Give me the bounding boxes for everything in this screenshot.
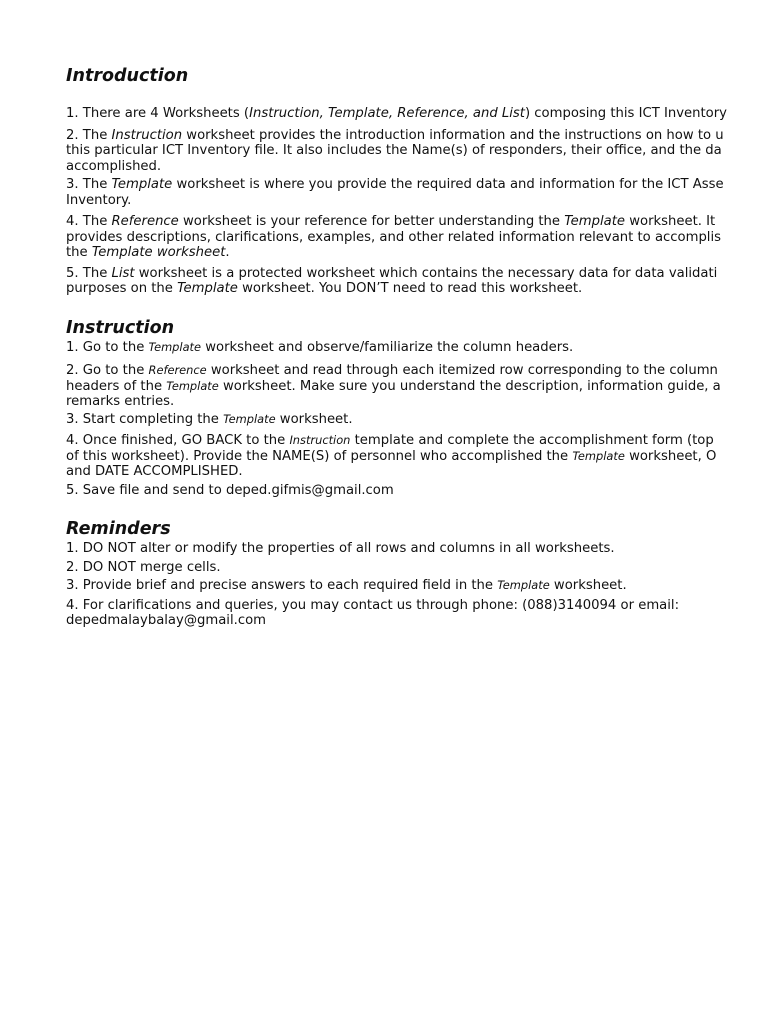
instr-4-text-c: template and complete the accomplishment form (top [350,433,714,448]
instr-2-text-g: remarks entries. [66,394,175,409]
reminders-heading: Reminders [66,519,171,539]
document-content [66,66,768,629]
intro-4-text-g: the [66,245,92,260]
intro-2-text-c: worksheet provides the introduction information and the instructions on how to u [182,127,724,143]
rem-1-text-a: 1. DO NOT alter or modify the properties of all rows and columns in all worksheets. [66,541,615,556]
intro-2-text-e: accomplished. [66,158,162,174]
intro-4-template-worksheet: Template worksheet [91,245,226,260]
instr-2-text-d: headers of the [66,378,167,394]
instr-2-text-f: worksheet. Make sure you understand the description, information guide, a [218,378,721,394]
intro-5-list-name: List [111,265,135,281]
introduction-heading: Introduction [66,66,189,86]
intro-4-text-c: worksheet is your reference for better understanding the [178,214,565,229]
instr-3-text-c: worksheet. [275,411,353,427]
instr-3-text-a: 3. Start completing the [66,411,224,427]
intro-5-text-a: 5. The [66,265,112,281]
instr-4-template-name: Template [572,448,625,463]
introduction-item-1 [66,106,768,122]
instr-3-template-name: Template [223,411,276,426]
intro-5-text-f: worksheet. You DON’T need to read this worksheet. [237,281,583,296]
instr-2-text-a: 2. Go to the [66,363,149,378]
introduction-item-4 [66,214,768,261]
instr-5-text-a: 5. Save file and send to deped.gifmis@gmail.com [66,482,394,498]
instr-4-text-f: worksheet, O [624,448,717,464]
rem-4-email: depedmalaybalay@gmail.com [66,613,266,628]
instruction-item-5 [66,483,768,499]
reminder-item-2 [66,560,768,576]
intro-1-text-c: ) composing this ICT Inventory [524,106,727,121]
instr-4-text-g: and DATE ACCOMPLISHED. [66,464,243,479]
rem-2-text-a: 2. DO NOT merge cells. [66,559,221,575]
introduction-item-5 [66,266,768,297]
intro-2-instruction-name: Instruction [111,127,183,143]
instr-1-text-c: worksheet and observe/familiarize the column headers. [201,339,574,355]
instr-4-text-d: of this worksheet). Provide the NAME(S) of personnel who accomplished the [66,448,573,464]
intro-4-text-a: 4. The [66,214,112,229]
rem-3-text-a: 3. Provide brief and precise answers to each required field in the [66,578,498,593]
intro-5-text-d: purposes on the [66,281,178,296]
intro-2-text-d: this particular ICT Inventory file. It also includes the Name(s) of responders, their office, and the da [66,143,722,158]
introduction-item-3 [66,177,768,208]
rem-3-template-name: Template [497,578,550,592]
instruction-heading: Instruction [66,317,175,338]
rem-4-text-a: 4. For clarifications and queries, you may contact us through phone: (088)3140094 or email: [66,597,680,613]
intro-4-text-i: . [225,245,230,260]
intro-5-template-name: Template [177,281,238,296]
instr-4-instruction-name: Instruction [289,433,351,447]
intro-4-text-e: worksheet. It [625,214,716,229]
instruction-item-1 [66,340,768,356]
intro-3-text-a: 3. The [66,177,112,192]
intro-2-text-a: 2. The [66,127,112,143]
intro-3-text-c: worksheet is where you provide the required data and information for the ICT Asse [172,177,724,192]
instruction-item-2 [66,363,768,410]
reminder-item-4 [66,598,768,629]
intro-5-text-c: worksheet is a protected worksheet which contains the necessary data for data validati [134,265,718,281]
introduction-item-2 [66,128,768,175]
intro-1-text-a: 1. There are 4 Worksheets ( [66,106,250,121]
rem-3-text-c: worksheet. [549,578,627,593]
intro-1-worksheet-names: Instruction, Template, Reference, and List [249,106,525,121]
instruction-item-4 [66,433,768,480]
instr-1-template-name: Template [148,339,202,354]
intro-4-text-f: provides descriptions, clarifications, examples, and other related information relevant to accomplis [66,229,722,245]
reminder-item-3 [66,578,768,594]
instr-4-text-a: 4. Once finished, GO BACK to the [66,433,290,448]
instruction-item-3 [66,412,768,428]
intro-3-text-d: Inventory. [66,192,132,208]
reminder-item-1 [66,541,768,557]
instr-1-text-a: 1. Go to the [66,339,149,355]
instr-2-reference-name: Reference [148,363,207,377]
intro-3-template-name: Template [111,177,173,192]
instr-2-text-c: worksheet and read through each itemized row corresponding to the column [206,363,718,378]
intro-4-reference-name: Reference [111,214,179,229]
instr-2-template-name: Template [166,378,219,393]
intro-4-template-name: Template [564,214,626,229]
